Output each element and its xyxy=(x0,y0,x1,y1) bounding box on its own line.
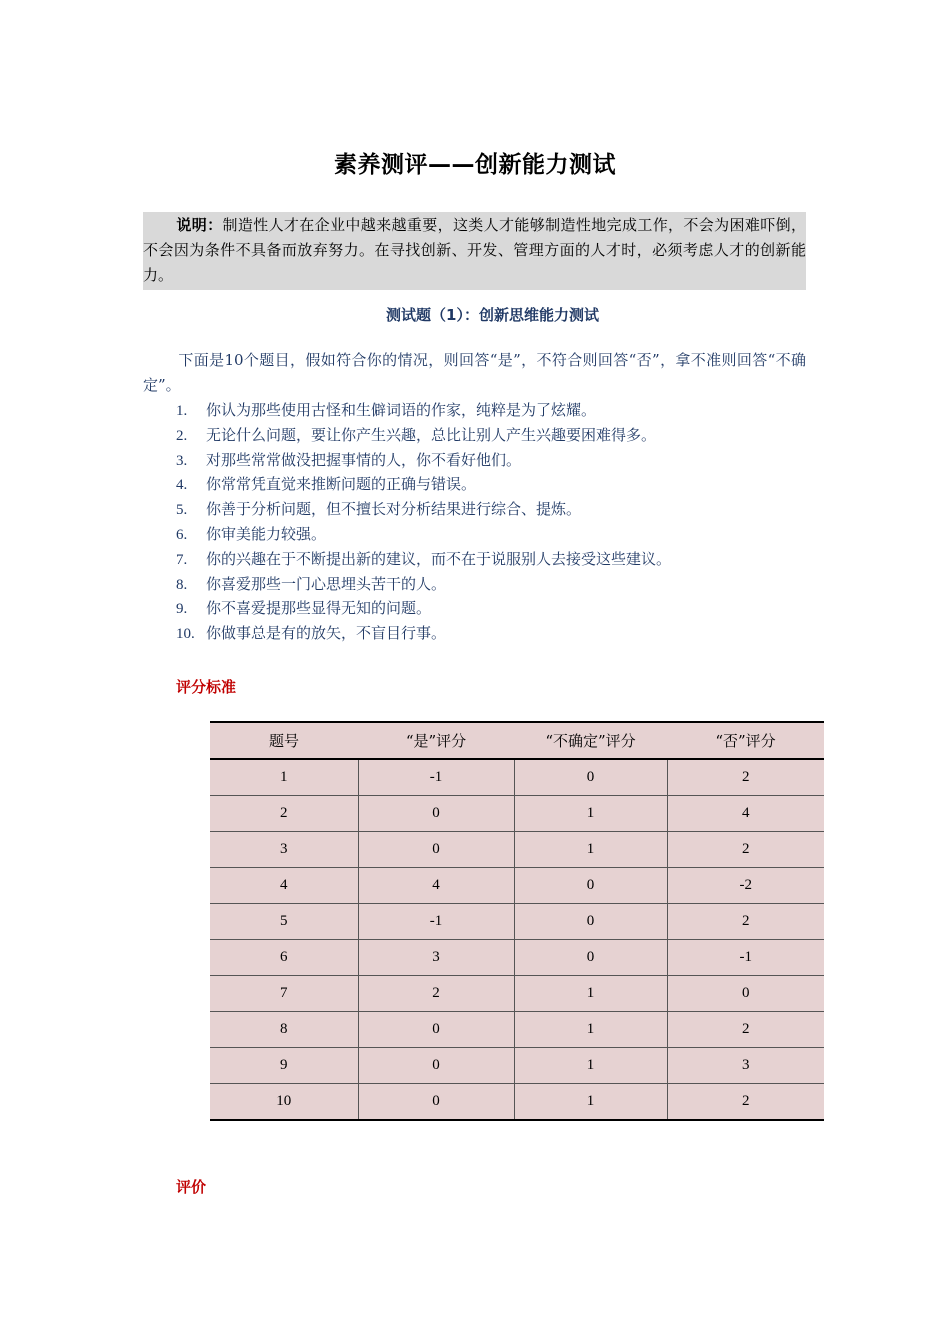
question-number: 3. xyxy=(176,452,188,469)
table-cell: 5 xyxy=(210,904,358,940)
table-cell: 2 xyxy=(358,976,514,1012)
question-text: 你审美能力较强。 xyxy=(206,524,327,543)
question-number: 2. xyxy=(176,427,188,444)
intro-label: 说明： xyxy=(176,216,223,234)
question-text: 你的兴趣在于不断提出新的建议，而不在于说服别人去接受这些建议。 xyxy=(206,549,672,568)
column-header: 题号 xyxy=(268,732,299,750)
evaluation-heading: 评价 xyxy=(176,1178,207,1196)
table-row xyxy=(210,796,824,832)
table-cell: 0 xyxy=(358,1012,514,1048)
table-cell: 0 xyxy=(358,1048,514,1084)
table-cell: 2 xyxy=(667,1084,824,1121)
column-header: “是”评分 xyxy=(405,732,467,750)
test-subtitle: 测试题（1）：创新思维能力测试 xyxy=(386,306,599,324)
table-cell: 7 xyxy=(210,976,358,1012)
table-cell: 3 xyxy=(667,1048,824,1084)
question-list xyxy=(176,398,816,646)
table-row xyxy=(210,1012,824,1048)
table-cell: 1 xyxy=(514,832,667,868)
table-cell: 4 xyxy=(210,868,358,904)
table-cell: 3 xyxy=(210,832,358,868)
table-row xyxy=(210,976,824,1012)
table-body xyxy=(210,759,824,1120)
table-row xyxy=(210,1048,824,1084)
table-cell: 2 xyxy=(667,1012,824,1048)
question-text: 无论什么问题，要让你产生兴趣，总比让别人产生兴趣要困难得多。 xyxy=(206,425,657,444)
list-item xyxy=(176,547,816,572)
question-text: 你常常凭直觉来推断问题的正确与错误。 xyxy=(206,475,477,494)
instructions xyxy=(143,348,806,398)
table-cell: 1 xyxy=(514,1084,667,1121)
table-cell: 0 xyxy=(358,832,514,868)
table-cell: 0 xyxy=(514,759,667,796)
table-cell: -1 xyxy=(358,904,514,940)
scoring-table xyxy=(210,721,824,1121)
intro-text: 制造性人才在企业中越来越重要，这类人才能够制造性地完成工作，不会为困难吓倒，不会因为条件不具备而放弃努力。在寻找创新、开发、管理方面的人才时，必须考虑人才的创新能力。 xyxy=(143,216,806,284)
table-cell: 1 xyxy=(514,796,667,832)
table-cell: 2 xyxy=(667,759,824,796)
table-cell: 0 xyxy=(358,796,514,832)
table-cell: 0 xyxy=(514,940,667,976)
table-cell: 10 xyxy=(210,1084,358,1121)
question-number: 6. xyxy=(176,526,188,543)
table-cell: 8 xyxy=(210,1012,358,1048)
table-row xyxy=(210,868,824,904)
question-text: 你认为那些使用古怪和生僻词语的作家，纯粹是为了炫耀。 xyxy=(206,401,597,419)
question-number: 4. xyxy=(176,477,188,494)
table-cell: 2 xyxy=(210,796,358,832)
question-text: 你善于分析问题，但不擅长对分析结果进行综合、提炼。 xyxy=(206,500,582,519)
table-cell: -1 xyxy=(358,759,514,796)
table-cell: 0 xyxy=(358,1084,514,1121)
question-number: 1. xyxy=(176,403,188,419)
list-item xyxy=(176,423,816,448)
page-title: 素养测评——创新能力测试 xyxy=(334,152,616,178)
table-cell: 1 xyxy=(514,1048,667,1084)
table-cell: 2 xyxy=(667,832,824,868)
list-item xyxy=(176,472,816,497)
column-header: “否”评分 xyxy=(715,732,776,750)
table-row xyxy=(210,1084,824,1121)
table-row xyxy=(210,904,824,940)
table-cell: 4 xyxy=(358,868,514,904)
table-cell: 1 xyxy=(514,1012,667,1048)
list-item xyxy=(176,621,816,646)
instructions-text: 下面是10个题目，假如符合你的情况，则回答“是”，不符合则回答“否”，拿不准则回答“不确定”。 xyxy=(143,351,806,394)
question-number: 9. xyxy=(176,601,188,618)
question-text: 对那些常常做没把握事情的人，你不看好他们。 xyxy=(206,450,522,469)
table-cell: 9 xyxy=(210,1048,358,1084)
table-cell: 0 xyxy=(667,976,824,1012)
intro-box xyxy=(143,212,806,290)
table-cell: 0 xyxy=(514,904,667,940)
list-item xyxy=(176,398,816,423)
table-cell: 0 xyxy=(514,868,667,904)
question-number: 8. xyxy=(176,576,188,593)
question-text: 你喜爱那些一门心思埋头苦干的人。 xyxy=(206,574,447,593)
list-item xyxy=(176,596,816,621)
table-row xyxy=(210,940,824,976)
question-number: 10. xyxy=(176,626,195,643)
table-cell: -2 xyxy=(667,868,824,904)
table-cell: 1 xyxy=(514,976,667,1012)
list-item xyxy=(176,522,816,547)
table-row xyxy=(210,759,824,796)
table-cell: -1 xyxy=(667,940,824,976)
list-item xyxy=(176,497,816,522)
table-cell: 1 xyxy=(210,759,358,796)
table-row xyxy=(210,832,824,868)
scoring-heading: 评分标准 xyxy=(176,678,237,696)
table-cell: 4 xyxy=(667,796,824,832)
table-header-row xyxy=(210,722,824,759)
question-text: 你不喜爱提那些显得无知的问题。 xyxy=(206,599,432,618)
column-header: “不确定”评分 xyxy=(545,732,636,750)
question-number: 5. xyxy=(176,502,188,519)
table-cell: 3 xyxy=(358,940,514,976)
list-item xyxy=(176,572,816,597)
question-number: 7. xyxy=(176,551,188,568)
question-text: 你做事总是有的放矢，不盲目行事。 xyxy=(206,624,447,643)
list-item xyxy=(176,448,816,473)
table-cell: 6 xyxy=(210,940,358,976)
table-cell: 2 xyxy=(667,904,824,940)
